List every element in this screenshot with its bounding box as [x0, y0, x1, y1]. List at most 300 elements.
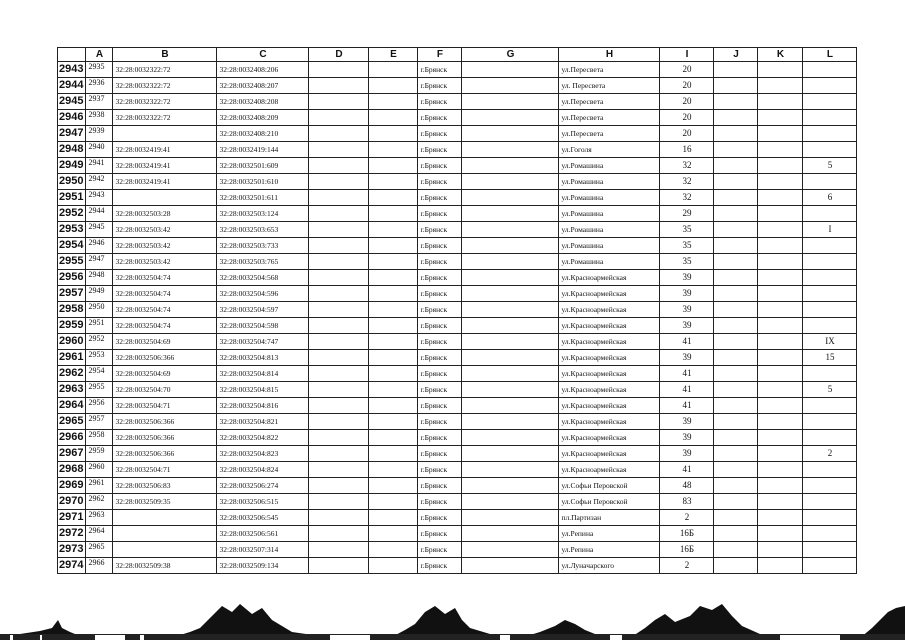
cell-f: г.Брянск: [418, 382, 462, 398]
cell-d: [309, 94, 369, 110]
cell-d: [309, 382, 369, 398]
cell-e: [369, 430, 418, 446]
corner-cell: [58, 48, 86, 62]
table-row: [58, 478, 857, 494]
cell-h: ул.Ромашина: [559, 190, 660, 206]
row-number: 2943: [58, 62, 86, 78]
cell-e: [369, 526, 418, 542]
column-header: L: [803, 48, 857, 62]
column-header: J: [714, 48, 758, 62]
cell-c: 32:28:0032506:274: [217, 478, 309, 494]
cell-e: [369, 174, 418, 190]
cell-b: 32:28:0032506:366: [113, 350, 217, 366]
cell-i: 83: [660, 494, 714, 510]
cell-i: 48: [660, 478, 714, 494]
cell-g: [462, 414, 559, 430]
cell-g: [462, 238, 559, 254]
cell-a: 2948: [86, 270, 113, 286]
row-number: 2947: [58, 126, 86, 142]
column-header: F: [418, 48, 462, 62]
cell-f: г.Брянск: [418, 366, 462, 382]
table-row: [58, 206, 857, 222]
cell-l: 5: [803, 382, 857, 398]
cell-j: [714, 206, 758, 222]
row-number: 2964: [58, 398, 86, 414]
cell-j: [714, 286, 758, 302]
cell-f: г.Брянск: [418, 286, 462, 302]
cell-k: [758, 302, 803, 318]
row-number: 2960: [58, 334, 86, 350]
cell-b: 32:28:0032322:72: [113, 78, 217, 94]
cell-i: 29: [660, 206, 714, 222]
cell-f: г.Брянск: [418, 478, 462, 494]
row-number: 2962: [58, 366, 86, 382]
cell-d: [309, 238, 369, 254]
cell-i: 16Б: [660, 526, 714, 542]
cell-j: [714, 62, 758, 78]
cell-d: [309, 398, 369, 414]
table-row: [58, 142, 857, 158]
cell-c: 32:28:0032503:124: [217, 206, 309, 222]
cell-k: [758, 174, 803, 190]
cell-b: [113, 190, 217, 206]
cell-i: 39: [660, 430, 714, 446]
cell-g: [462, 526, 559, 542]
cell-g: [462, 206, 559, 222]
cell-h: ул.Гоголя: [559, 142, 660, 158]
cell-j: [714, 190, 758, 206]
cell-k: [758, 238, 803, 254]
cell-e: [369, 414, 418, 430]
table-row: [58, 366, 857, 382]
cell-j: [714, 174, 758, 190]
table-row: [58, 430, 857, 446]
cell-a: 2965: [86, 542, 113, 558]
table-row: [58, 558, 857, 574]
cell-a: 2960: [86, 462, 113, 478]
cell-e: [369, 94, 418, 110]
column-header: E: [369, 48, 418, 62]
cell-d: [309, 478, 369, 494]
table-row: [58, 462, 857, 478]
cell-d: [309, 222, 369, 238]
cell-b: 32:28:0032419:41: [113, 142, 217, 158]
cell-b: 32:28:0032509:35: [113, 494, 217, 510]
cell-g: [462, 494, 559, 510]
row-number: 2944: [58, 78, 86, 94]
cell-j: [714, 510, 758, 526]
cell-g: [462, 558, 559, 574]
cell-d: [309, 334, 369, 350]
cell-k: [758, 158, 803, 174]
table-row: [58, 318, 857, 334]
cell-k: [758, 350, 803, 366]
cell-e: [369, 142, 418, 158]
cell-k: [758, 558, 803, 574]
cell-h: ул.Ромашина: [559, 238, 660, 254]
cell-h: ул.Ромашина: [559, 158, 660, 174]
cell-e: [369, 478, 418, 494]
table-row: [58, 414, 857, 430]
cell-l: [803, 478, 857, 494]
cell-j: [714, 78, 758, 94]
cell-b: 32:28:0032419:41: [113, 174, 217, 190]
table-row: [58, 446, 857, 462]
table-row: [58, 302, 857, 318]
cell-a: 2952: [86, 334, 113, 350]
cell-f: г.Брянск: [418, 414, 462, 430]
cell-b: 32:28:0032504:74: [113, 318, 217, 334]
row-number: 2971: [58, 510, 86, 526]
cell-e: [369, 494, 418, 510]
cell-e: [369, 78, 418, 94]
row-number: 2956: [58, 270, 86, 286]
cell-a: 2962: [86, 494, 113, 510]
cell-e: [369, 110, 418, 126]
table-row: [58, 254, 857, 270]
cell-d: [309, 62, 369, 78]
cell-c: 32:28:0032507:314: [217, 542, 309, 558]
cell-g: [462, 398, 559, 414]
cell-j: [714, 462, 758, 478]
cell-b: 32:28:0032504:70: [113, 382, 217, 398]
cell-b: 32:28:0032504:74: [113, 286, 217, 302]
cell-c: 32:28:0032408:206: [217, 62, 309, 78]
cell-i: 41: [660, 462, 714, 478]
cell-c: 32:28:0032504:568: [217, 270, 309, 286]
cell-e: [369, 206, 418, 222]
cell-b: 32:28:0032504:71: [113, 398, 217, 414]
cell-e: [369, 510, 418, 526]
cell-d: [309, 78, 369, 94]
row-number: 2974: [58, 558, 86, 574]
table-row: [58, 78, 857, 94]
cell-a: 2946: [86, 238, 113, 254]
cell-f: г.Брянск: [418, 174, 462, 190]
cell-b: 32:28:0032506:366: [113, 446, 217, 462]
row-number: 2950: [58, 174, 86, 190]
cell-d: [309, 366, 369, 382]
cell-f: г.Брянск: [418, 254, 462, 270]
cell-l: [803, 206, 857, 222]
cell-a: 2939: [86, 126, 113, 142]
cell-h: ул.Ромашина: [559, 254, 660, 270]
cell-c: 32:28:0032503:653: [217, 222, 309, 238]
cell-g: [462, 174, 559, 190]
cell-h: ул.Пересвета: [559, 126, 660, 142]
cell-k: [758, 462, 803, 478]
row-number: 2954: [58, 238, 86, 254]
cell-c: 32:28:0032408:208: [217, 94, 309, 110]
cell-b: 32:28:0032503:42: [113, 222, 217, 238]
scan-noise-strip: [0, 598, 905, 640]
cell-f: г.Брянск: [418, 350, 462, 366]
table-row: [58, 494, 857, 510]
cell-i: 20: [660, 126, 714, 142]
cell-l: [803, 366, 857, 382]
cell-f: г.Брянск: [418, 238, 462, 254]
cell-j: [714, 478, 758, 494]
cell-e: [369, 190, 418, 206]
cell-h: ул.Репина: [559, 526, 660, 542]
row-number: 2958: [58, 302, 86, 318]
cell-a: 2966: [86, 558, 113, 574]
cell-i: 35: [660, 254, 714, 270]
column-header: K: [758, 48, 803, 62]
cell-i: 20: [660, 110, 714, 126]
cell-h: ул.Красноармейская: [559, 462, 660, 478]
cell-j: [714, 430, 758, 446]
row-number: 2972: [58, 526, 86, 542]
cell-l: [803, 494, 857, 510]
cell-i: 39: [660, 318, 714, 334]
cell-a: 2954: [86, 366, 113, 382]
cell-k: [758, 366, 803, 382]
cell-l: [803, 94, 857, 110]
cell-a: 2958: [86, 430, 113, 446]
cell-j: [714, 414, 758, 430]
cell-g: [462, 286, 559, 302]
cell-j: [714, 254, 758, 270]
cell-k: [758, 494, 803, 510]
cell-j: [714, 382, 758, 398]
row-number: 2952: [58, 206, 86, 222]
cell-c: 32:28:0032504:824: [217, 462, 309, 478]
cell-e: [369, 462, 418, 478]
cell-d: [309, 414, 369, 430]
row-number: 2946: [58, 110, 86, 126]
cell-b: 32:28:0032504:71: [113, 462, 217, 478]
cell-f: г.Брянск: [418, 334, 462, 350]
cell-k: [758, 446, 803, 462]
cell-e: [369, 62, 418, 78]
cell-g: [462, 462, 559, 478]
cell-k: [758, 478, 803, 494]
cell-k: [758, 510, 803, 526]
cell-k: [758, 142, 803, 158]
cell-g: [462, 366, 559, 382]
cell-e: [369, 302, 418, 318]
cell-i: 2: [660, 510, 714, 526]
cell-c: 32:28:0032408:207: [217, 78, 309, 94]
table-row: [58, 222, 857, 238]
cell-i: 41: [660, 398, 714, 414]
cell-f: г.Брянск: [418, 462, 462, 478]
cell-i: 39: [660, 350, 714, 366]
cell-d: [309, 254, 369, 270]
cell-f: г.Брянск: [418, 158, 462, 174]
cell-d: [309, 318, 369, 334]
cell-a: 2959: [86, 446, 113, 462]
cell-f: г.Брянск: [418, 190, 462, 206]
row-number: 2961: [58, 350, 86, 366]
table-row: [58, 382, 857, 398]
cell-l: [803, 270, 857, 286]
cell-g: [462, 446, 559, 462]
cell-h: ул.Красноармейская: [559, 446, 660, 462]
cell-a: 2953: [86, 350, 113, 366]
cell-h: ул.Красноармейская: [559, 302, 660, 318]
cell-b: [113, 126, 217, 142]
cell-b: [113, 542, 217, 558]
cell-b: 32:28:0032322:72: [113, 94, 217, 110]
cell-l: [803, 286, 857, 302]
row-number: 2963: [58, 382, 86, 398]
cell-h: ул.Пересвета: [559, 110, 660, 126]
cell-l: [803, 142, 857, 158]
cell-h: ул. Пересвета: [559, 78, 660, 94]
cell-a: 2947: [86, 254, 113, 270]
row-number: 2955: [58, 254, 86, 270]
cell-k: [758, 94, 803, 110]
cell-h: ул.Красноармейская: [559, 414, 660, 430]
cell-g: [462, 478, 559, 494]
cell-c: 32:28:0032504:814: [217, 366, 309, 382]
cell-e: [369, 446, 418, 462]
cell-k: [758, 414, 803, 430]
cell-j: [714, 94, 758, 110]
row-number: 2968: [58, 462, 86, 478]
cell-b: 32:28:0032504:69: [113, 334, 217, 350]
cell-f: г.Брянск: [418, 206, 462, 222]
cell-c: 32:28:0032506:561: [217, 526, 309, 542]
cell-k: [758, 78, 803, 94]
cell-c: 32:28:0032506:545: [217, 510, 309, 526]
cell-f: г.Брянск: [418, 430, 462, 446]
row-number: 2945: [58, 94, 86, 110]
cell-i: 16Б: [660, 542, 714, 558]
cell-d: [309, 302, 369, 318]
cell-e: [369, 398, 418, 414]
cell-a: 2955: [86, 382, 113, 398]
cell-l: [803, 542, 857, 558]
table-row: [58, 286, 857, 302]
cell-k: [758, 286, 803, 302]
cell-g: [462, 190, 559, 206]
table-row: [58, 110, 857, 126]
cell-k: [758, 318, 803, 334]
cell-i: 2: [660, 558, 714, 574]
cell-j: [714, 302, 758, 318]
cell-k: [758, 126, 803, 142]
cell-b: 32:28:0032506:366: [113, 430, 217, 446]
cell-a: 2949: [86, 286, 113, 302]
cell-a: 2956: [86, 398, 113, 414]
cell-e: [369, 126, 418, 142]
cell-e: [369, 558, 418, 574]
cell-c: 32:28:0032504:823: [217, 446, 309, 462]
cell-g: [462, 62, 559, 78]
cell-f: г.Брянск: [418, 270, 462, 286]
cell-a: 2940: [86, 142, 113, 158]
cell-i: 41: [660, 334, 714, 350]
cell-i: 35: [660, 238, 714, 254]
cell-k: [758, 542, 803, 558]
cell-f: г.Брянск: [418, 446, 462, 462]
cell-e: [369, 238, 418, 254]
cell-b: 32:28:0032322:72: [113, 110, 217, 126]
table-row: [58, 238, 857, 254]
cell-i: 39: [660, 286, 714, 302]
cell-c: 32:28:0032501:609: [217, 158, 309, 174]
column-header: D: [309, 48, 369, 62]
cell-a: 2961: [86, 478, 113, 494]
cell-d: [309, 446, 369, 462]
cell-l: [803, 510, 857, 526]
cell-e: [369, 318, 418, 334]
row-number: 2973: [58, 542, 86, 558]
cell-c: 32:28:0032504:822: [217, 430, 309, 446]
column-header-row: [58, 48, 857, 62]
table-row: [58, 190, 857, 206]
cell-j: [714, 334, 758, 350]
column-header: G: [462, 48, 559, 62]
table-row: [58, 334, 857, 350]
cell-g: [462, 142, 559, 158]
cell-h: ул.Красноармейская: [559, 366, 660, 382]
cell-h: ул.Красноармейская: [559, 334, 660, 350]
cell-k: [758, 206, 803, 222]
table-row: [58, 510, 857, 526]
cell-c: 32:28:0032504:815: [217, 382, 309, 398]
cell-i: 39: [660, 302, 714, 318]
cell-l: [803, 430, 857, 446]
cell-g: [462, 78, 559, 94]
cell-l: [803, 302, 857, 318]
cell-c: 32:28:0032408:209: [217, 110, 309, 126]
cell-k: [758, 110, 803, 126]
cell-c: 32:28:0032506:515: [217, 494, 309, 510]
cell-b: 32:28:0032504:69: [113, 366, 217, 382]
cell-c: 32:28:0032408:210: [217, 126, 309, 142]
cell-h: ул.Софьи Перовской: [559, 494, 660, 510]
cell-l: [803, 238, 857, 254]
cell-d: [309, 494, 369, 510]
table-row: [58, 126, 857, 142]
cell-d: [309, 558, 369, 574]
cell-c: 32:28:0032504:816: [217, 398, 309, 414]
cell-g: [462, 510, 559, 526]
cell-d: [309, 174, 369, 190]
cell-j: [714, 158, 758, 174]
cell-f: г.Брянск: [418, 94, 462, 110]
cell-a: 2941: [86, 158, 113, 174]
table-body: [58, 62, 857, 574]
cell-d: [309, 286, 369, 302]
cell-f: г.Брянск: [418, 510, 462, 526]
cell-g: [462, 158, 559, 174]
cell-d: [309, 430, 369, 446]
cell-l: [803, 254, 857, 270]
cell-i: 39: [660, 270, 714, 286]
cell-c: 32:28:0032504:596: [217, 286, 309, 302]
cell-i: 39: [660, 414, 714, 430]
table-row: [58, 526, 857, 542]
cell-h: ул.Красноармейская: [559, 350, 660, 366]
cell-d: [309, 542, 369, 558]
cell-b: [113, 510, 217, 526]
cell-l: 2: [803, 446, 857, 462]
cell-b: 32:28:0032504:74: [113, 270, 217, 286]
cell-h: ул.Красноармейская: [559, 430, 660, 446]
cell-h: ул.Ромашина: [559, 206, 660, 222]
cell-g: [462, 222, 559, 238]
cell-f: г.Брянск: [418, 110, 462, 126]
cell-c: 32:28:0032509:134: [217, 558, 309, 574]
cell-d: [309, 206, 369, 222]
cell-e: [369, 254, 418, 270]
cell-f: г.Брянск: [418, 542, 462, 558]
